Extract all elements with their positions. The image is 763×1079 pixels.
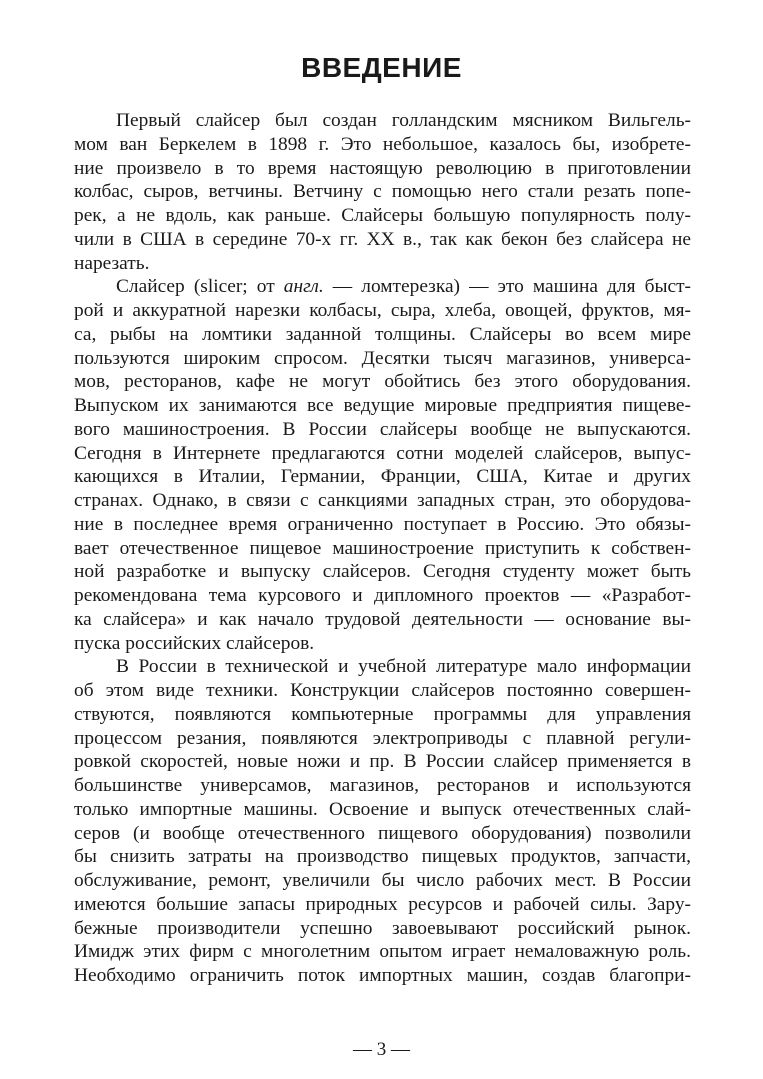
text-run: — ломтерезка) — это машина для быст-	[323, 276, 692, 298]
text-line: обслуживание, ремонт, увеличили бы число рабочих мест. В России	[74, 870, 691, 891]
text-line: вого машиностроения. В России слайсеры вообще не выпускаются.	[74, 418, 691, 440]
text-line: бежные производители успешно завоевывают российский рынок.	[74, 917, 691, 939]
text-line: ние произвело в то время настоящую революцию в приготовлении	[74, 157, 691, 179]
text-line: пользуются широким спросом. Десятки тысяч магазинов, универса-	[74, 347, 691, 369]
text-line: Выпуском их занимаются все ведущие мировые предприятия пищеве-	[74, 395, 691, 416]
paragraph-3	[74, 655, 691, 988]
text-line: имеются большие запасы природных ресурсов и рабочей силы. Зару-	[74, 893, 691, 915]
text-line: ствуются, появляются компьютерные программы для управления	[74, 703, 691, 725]
text-line: Сегодня в Интернете предлагаются сотни моделей слайсеров, выпус-	[74, 442, 691, 464]
text-line: рек, а не вдоль, как раньше. Слайсеры большую популярность полу-	[74, 205, 691, 226]
text-line: странах. Однако, в связи с санкциями западных стран, это оборудова-	[74, 490, 691, 511]
body-text	[74, 109, 691, 988]
text-line: рекомендована тема курсового и дипломного проектов — «Разработ-	[74, 585, 691, 606]
text-line: колбас, сыров, ветчины. Ветчину с помощью него стали резать попе-	[74, 181, 691, 203]
text-line: В России в технической и учебной литературе мало информации	[116, 656, 691, 678]
text-line: ка слайсера» и как начало трудовой деятельности — основание вы-	[74, 608, 691, 630]
paragraph-1	[74, 109, 691, 275]
text-line: серов (и вообще отечественного пищевого оборудования) позволили	[74, 822, 691, 844]
text-line: ной разработке и выпуску слайсеров. Сегодня студенту может быть	[74, 561, 691, 583]
text-line: мов, ресторанов, кафе не могут обойтись без этого оборудования.	[74, 371, 691, 393]
text-line: пуска российских слайсеров.	[74, 632, 315, 654]
text-line: бы снизить затраты на производство пищевых продуктов, запчасти,	[74, 846, 691, 868]
text-line: нарезать.	[74, 252, 150, 274]
text-line: ние в последнее время ограниченно поступает в Россию. Это обязы-	[74, 513, 691, 535]
text-line	[74, 275, 691, 299]
page-title: ВВЕДЕНИЕ	[301, 52, 462, 83]
paragraph-2	[74, 275, 691, 655]
page-number: — 3 —	[353, 1039, 410, 1060]
text-run: Слайсер (slicer; от	[116, 276, 284, 298]
text-line: рой и аккуратной нарезки колбасы, сыра, хлеба, овощей, фруктов, мя-	[74, 300, 691, 321]
text-line: ровкой скоростей, новые ножи и пр. В России слайсер применяется в	[74, 751, 691, 773]
text-line: Имидж этих фирм с многолетним опытом играет немаловажную роль.	[74, 941, 691, 963]
text-line: мом ван Беркелем в 1898 г. Это небольшое, казалось бы, изобрете-	[74, 133, 691, 155]
text-line: чили в США в середине 70-х гг. XX в., так как бекон без слайсера не	[74, 228, 691, 250]
text-line: большинстве универсамов, магазинов, ресторанов и используются	[74, 775, 691, 796]
text-line: вает отечественное пищевое машиностроение приступить к собствен-	[74, 537, 691, 559]
text-line: процессом резания, появляются электроприводы с плавной регули-	[74, 727, 691, 749]
italic-abbreviation: англ.	[283, 276, 324, 298]
text-line: Первый слайсер был создан голландским мясником Вильгель-	[116, 110, 691, 131]
text-line: са, рыбы на ломтики заданной толщины. Слайсеры во всем мире	[74, 323, 691, 345]
text-line: только импортные машины. Освоение и выпуск отечественных слай-	[74, 798, 691, 820]
text-line: кающихся в Италии, Германии, Франции, США, Китае и других	[74, 466, 691, 488]
text-line: Необходимо ограничить поток импортных машин, создав благопри-	[74, 965, 691, 986]
text-line: об этом виде техники. Конструкции слайсеров постоянно совершен-	[74, 680, 691, 701]
